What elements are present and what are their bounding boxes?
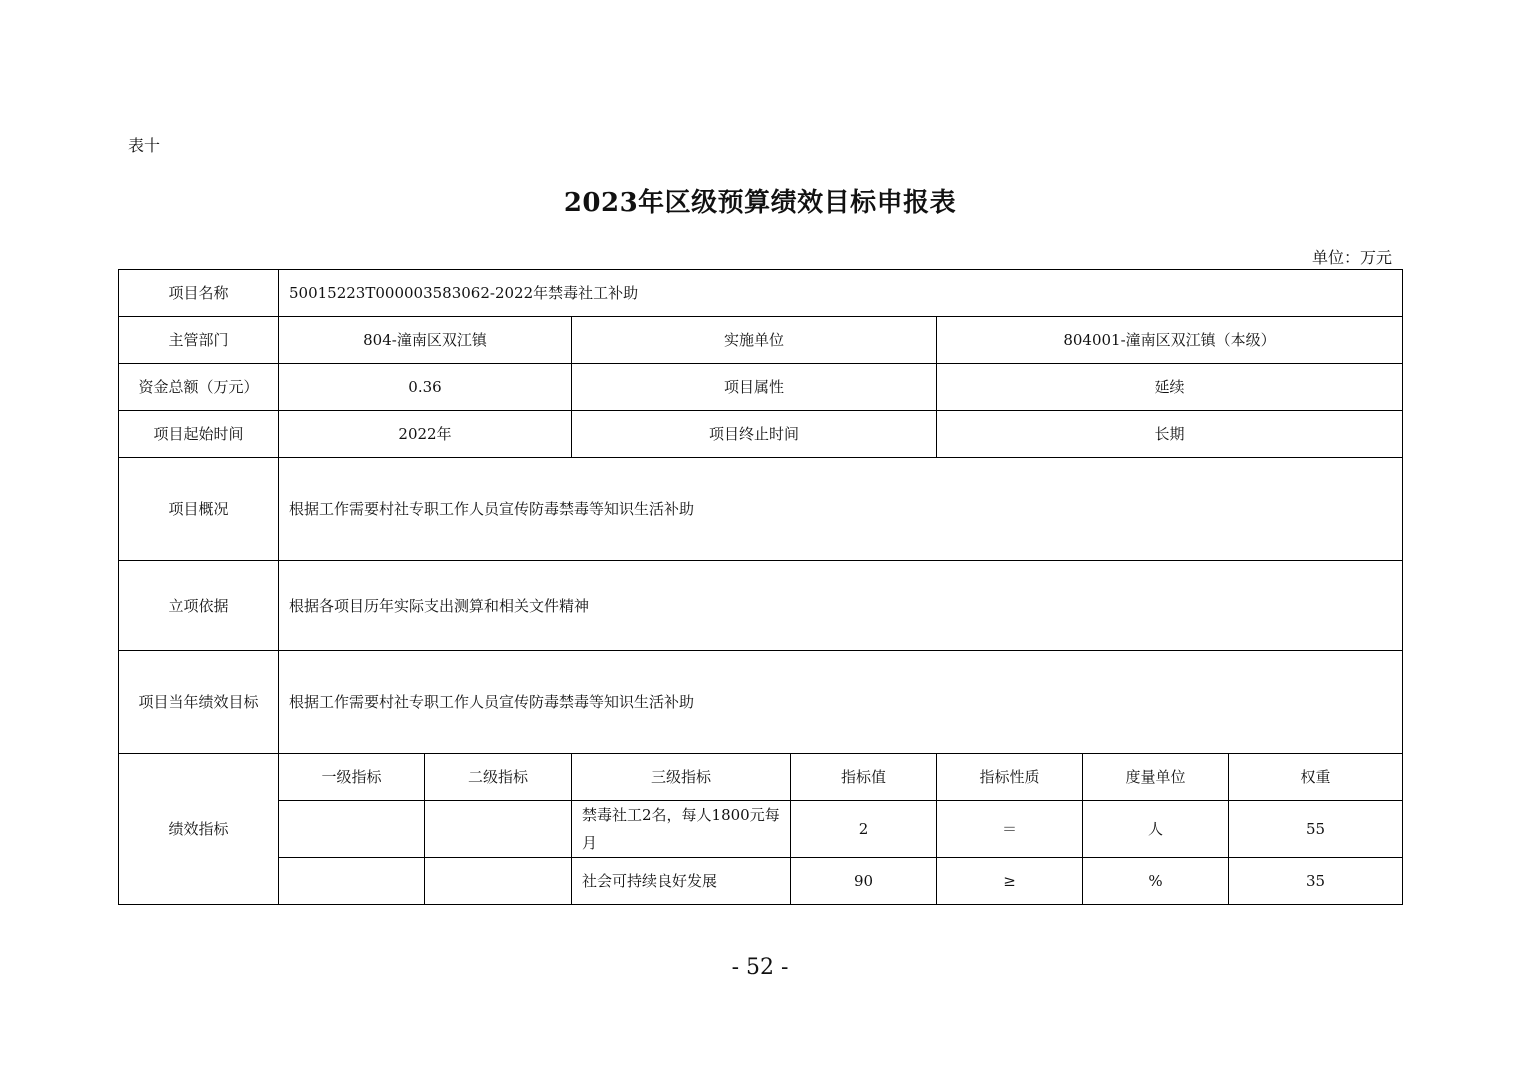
header-weight: 权重 (1229, 754, 1403, 801)
header-value: 指标值 (791, 754, 937, 801)
end-value: 长期 (937, 411, 1403, 458)
total-funds-label: 资金总额（万元） (119, 364, 279, 411)
row-funds (119, 364, 1403, 411)
header-level2: 二级指标 (425, 754, 572, 801)
row-basis (119, 561, 1403, 651)
header-nature: 指标性质 (937, 754, 1083, 801)
start-label: 项目起始时间 (119, 411, 279, 458)
cell-nature: ＝ (937, 801, 1083, 858)
cell-unit: 人 (1083, 801, 1229, 858)
basis-label: 立项依据 (119, 561, 279, 651)
overview-label: 项目概况 (119, 458, 279, 561)
goal-label: 项目当年绩效目标 (119, 651, 279, 754)
end-label: 项目终止时间 (572, 411, 937, 458)
header-level1: 一级指标 (279, 754, 425, 801)
cell-level3: 社会可持续良好发展 (572, 858, 791, 905)
row-project-name (119, 270, 1403, 317)
cell-weight: 55 (1229, 801, 1403, 858)
indicator-row (119, 858, 1403, 905)
header-unit: 度量单位 (1083, 754, 1229, 801)
row-overview (119, 458, 1403, 561)
page-title: 2023年区级预算绩效目标申报表 (563, 188, 957, 218)
attribute-label: 项目属性 (572, 364, 937, 411)
cell-value: 90 (791, 858, 937, 905)
cell-nature: ≥ (937, 858, 1083, 905)
overview-value: 根据工作需要村社专职工作人员宣传防毒禁毒等知识生活补助 (279, 458, 1403, 561)
row-period (119, 411, 1403, 458)
impl-unit-label: 实施单位 (572, 317, 937, 364)
budget-performance-form (118, 269, 1403, 905)
cell-weight: 35 (1229, 858, 1403, 905)
unit-note: 单位：万元 (1311, 248, 1392, 267)
row-department (119, 317, 1403, 364)
indicator-header-row (119, 754, 1403, 801)
indicators-label: 绩效指标 (119, 754, 279, 905)
cell-level3: 禁毒社工2名，每人1800元每月 (572, 801, 791, 858)
table-label: 表十 (128, 136, 161, 155)
start-value: 2022年 (279, 411, 572, 458)
indicator-row (119, 801, 1403, 858)
total-funds-value: 0.36 (279, 364, 572, 411)
dept-label: 主管部门 (119, 317, 279, 364)
attribute-value: 延续 (937, 364, 1403, 411)
cell-level2 (425, 801, 572, 858)
basis-value: 根据各项目历年实际支出测算和相关文件精神 (279, 561, 1403, 651)
project-name-value: 50015223T000003583062-2022年禁毒社工补助 (279, 270, 1403, 317)
cell-value: 2 (791, 801, 937, 858)
row-goal (119, 651, 1403, 754)
cell-level1 (279, 801, 425, 858)
header-level3: 三级指标 (572, 754, 791, 801)
cell-unit: % (1083, 858, 1229, 905)
project-name-label: 项目名称 (119, 270, 279, 317)
impl-unit-value: 804001-潼南区双江镇（本级） (937, 317, 1403, 364)
dept-value: 804-潼南区双江镇 (279, 317, 572, 364)
cell-level1 (279, 858, 425, 905)
page-number: - 52 - (731, 955, 789, 980)
cell-level2 (425, 858, 572, 905)
goal-value: 根据工作需要村社专职工作人员宣传防毒禁毒等知识生活补助 (279, 651, 1403, 754)
